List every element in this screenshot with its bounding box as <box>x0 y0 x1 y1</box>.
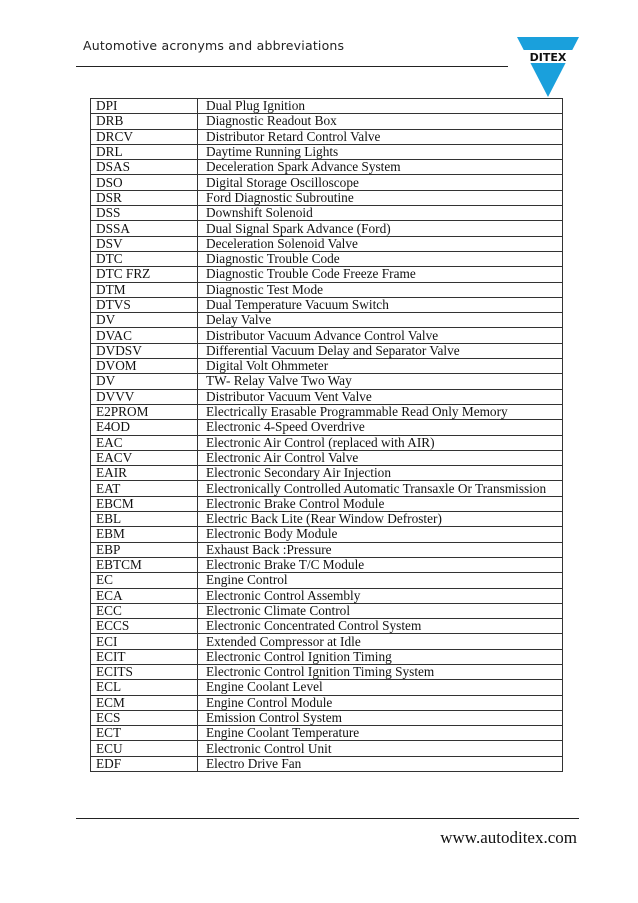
table-row <box>91 573 563 588</box>
acronym-cell: DVAC <box>91 328 198 343</box>
definition-cell: Diagnostic Trouble Code <box>198 251 563 266</box>
table-row <box>91 114 563 129</box>
definition-cell: Electronic Concentrated Control System <box>198 619 563 634</box>
definition-cell: Diagnostic Trouble Code Freeze Frame <box>198 267 563 282</box>
table-row <box>91 619 563 634</box>
acronym-cell: DTVS <box>91 297 198 312</box>
acronym-cell: ECT <box>91 726 198 741</box>
table-row <box>91 496 563 511</box>
acronym-cell: EBM <box>91 527 198 542</box>
definition-cell: Distributor Vacuum Advance Control Valve <box>198 328 563 343</box>
definition-cell: Electronic 4-Speed Overdrive <box>198 420 563 435</box>
logo-text: DITEX <box>529 51 567 64</box>
acronym-cell: ECCS <box>91 619 198 634</box>
footer-divider <box>76 818 579 819</box>
table-row <box>91 512 563 527</box>
table-row <box>91 695 563 710</box>
table-row <box>91 144 563 159</box>
table-row <box>91 359 563 374</box>
table-row <box>91 206 563 221</box>
acronym-cell: DTC FRZ <box>91 267 198 282</box>
definition-cell: Electronic Air Control Valve <box>198 450 563 465</box>
definition-cell: Diagnostic Readout Box <box>198 114 563 129</box>
table-row <box>91 542 563 557</box>
acronym-cell: DV <box>91 374 198 389</box>
table-row <box>91 251 563 266</box>
table-row <box>91 634 563 649</box>
definition-cell: Electric Back Lite (Rear Window Defroster) <box>198 512 563 527</box>
acronym-cell: ECI <box>91 634 198 649</box>
definition-cell: Electronic Control Ignition Timing <box>198 649 563 664</box>
definition-cell: Emission Control System <box>198 710 563 725</box>
table-row <box>91 389 563 404</box>
header-divider <box>76 66 508 67</box>
table-row <box>91 649 563 664</box>
definition-cell: Engine Coolant Level <box>198 680 563 695</box>
acronym-cell: DSSA <box>91 221 198 236</box>
definition-cell: Electro Drive Fan <box>198 756 563 771</box>
table-row <box>91 527 563 542</box>
acronym-cell: ECS <box>91 710 198 725</box>
table-row <box>91 481 563 496</box>
definition-cell: Engine Control <box>198 573 563 588</box>
acronym-cell: EAIR <box>91 466 198 481</box>
acronym-cell: DV <box>91 313 198 328</box>
table-row <box>91 190 563 205</box>
acronym-cell: EC <box>91 573 198 588</box>
definition-cell: Extended Compressor at Idle <box>198 634 563 649</box>
definition-cell: Distributor Vacuum Vent Valve <box>198 389 563 404</box>
table-row <box>91 328 563 343</box>
table-row <box>91 175 563 190</box>
table-row <box>91 557 563 572</box>
acronym-cell: ECITS <box>91 664 198 679</box>
acronym-cell: DVDSV <box>91 343 198 358</box>
acronym-cell: DVVV <box>91 389 198 404</box>
acronym-cell: ECU <box>91 741 198 756</box>
definition-cell: Engine Control Module <box>198 695 563 710</box>
definition-cell: Electronically Controlled Automatic Transaxle Or Transmission <box>198 481 563 496</box>
acronym-cell: ECC <box>91 603 198 618</box>
definition-cell: TW- Relay Valve Two Way <box>198 374 563 389</box>
definition-cell: Engine Coolant Temperature <box>198 726 563 741</box>
table-row <box>91 741 563 756</box>
acronym-cell: ECL <box>91 680 198 695</box>
table-row <box>91 129 563 144</box>
acronym-table <box>90 98 563 772</box>
table-row <box>91 420 563 435</box>
table-row <box>91 756 563 771</box>
page-header-title: Automotive acronyms and abbreviations <box>83 38 345 53</box>
definition-cell: Electronic Brake Control Module <box>198 496 563 511</box>
acronym-cell: EAT <box>91 481 198 496</box>
acronym-cell: DRL <box>91 144 198 159</box>
definition-cell: Dual Temperature Vacuum Switch <box>198 297 563 312</box>
acronym-cell: DSO <box>91 175 198 190</box>
definition-cell: Deceleration Spark Advance System <box>198 160 563 175</box>
definition-cell: Electronic Secondary Air Injection <box>198 466 563 481</box>
acronym-cell: EACV <box>91 450 198 465</box>
table-row <box>91 160 563 175</box>
acronym-cell: DPI <box>91 99 198 114</box>
definition-cell: Dual Signal Spark Advance (Ford) <box>198 221 563 236</box>
acronym-cell: DTC <box>91 251 198 266</box>
table-row <box>91 603 563 618</box>
table-row <box>91 710 563 725</box>
table-row <box>91 297 563 312</box>
table-row <box>91 404 563 419</box>
acronym-cell: EBP <box>91 542 198 557</box>
acronym-cell: ECM <box>91 695 198 710</box>
table-row <box>91 267 563 282</box>
definition-cell: Electronic Climate Control <box>198 603 563 618</box>
definition-cell: Electronic Air Control (replaced with AIR) <box>198 435 563 450</box>
table-row <box>91 236 563 251</box>
definition-cell: Diagnostic Test Mode <box>198 282 563 297</box>
table-row <box>91 664 563 679</box>
definition-cell: Downshift Solenoid <box>198 206 563 221</box>
definition-cell: Daytime Running Lights <box>198 144 563 159</box>
table-row <box>91 680 563 695</box>
acronym-cell: ECIT <box>91 649 198 664</box>
table-row <box>91 435 563 450</box>
acronym-cell: DRB <box>91 114 198 129</box>
acronym-cell: EAC <box>91 435 198 450</box>
acronym-cell: DSAS <box>91 160 198 175</box>
acronym-cell: DRCV <box>91 129 198 144</box>
acronym-cell: E2PROM <box>91 404 198 419</box>
definition-cell: Distributor Retard Control Valve <box>198 129 563 144</box>
acronym-cell: ECA <box>91 588 198 603</box>
acronym-cell: EBL <box>91 512 198 527</box>
table-row <box>91 313 563 328</box>
definition-cell: Electronic Control Ignition Timing System <box>198 664 563 679</box>
definition-cell: Dual Plug Ignition <box>198 99 563 114</box>
definition-cell: Digital Volt Ohmmeter <box>198 359 563 374</box>
definition-cell: Electronic Control Assembly <box>198 588 563 603</box>
definition-cell: Electronic Control Unit <box>198 741 563 756</box>
definition-cell: Differential Vacuum Delay and Separator Valve <box>198 343 563 358</box>
acronym-cell: EDF <box>91 756 198 771</box>
footer-url: www.autoditex.com <box>440 828 577 847</box>
acronym-cell: DSS <box>91 206 198 221</box>
ditex-logo <box>517 37 579 97</box>
definition-cell: Ford Diagnostic Subroutine <box>198 190 563 205</box>
table-row <box>91 221 563 236</box>
acronym-cell: DTM <box>91 282 198 297</box>
acronym-cell: DVOM <box>91 359 198 374</box>
definition-cell: Exhaust Back :Pressure <box>198 542 563 557</box>
definition-cell: Electronic Body Module <box>198 527 563 542</box>
definition-cell: Digital Storage Oscilloscope <box>198 175 563 190</box>
table-row <box>91 282 563 297</box>
acronym-cell: EBCM <box>91 496 198 511</box>
acronym-cell: DSR <box>91 190 198 205</box>
acronym-cell: DSV <box>91 236 198 251</box>
table-row <box>91 726 563 741</box>
definition-cell: Deceleration Solenoid Valve <box>198 236 563 251</box>
table-row <box>91 374 563 389</box>
definition-cell: Electronic Brake T/C Module <box>198 557 563 572</box>
table-row <box>91 588 563 603</box>
acronym-cell: E4OD <box>91 420 198 435</box>
table-row <box>91 343 563 358</box>
definition-cell: Delay Valve <box>198 313 563 328</box>
acronym-cell: EBTCM <box>91 557 198 572</box>
definition-cell: Electrically Erasable Programmable Read Only Memory <box>198 404 563 419</box>
table-row <box>91 99 563 114</box>
table-row <box>91 450 563 465</box>
table-row <box>91 466 563 481</box>
